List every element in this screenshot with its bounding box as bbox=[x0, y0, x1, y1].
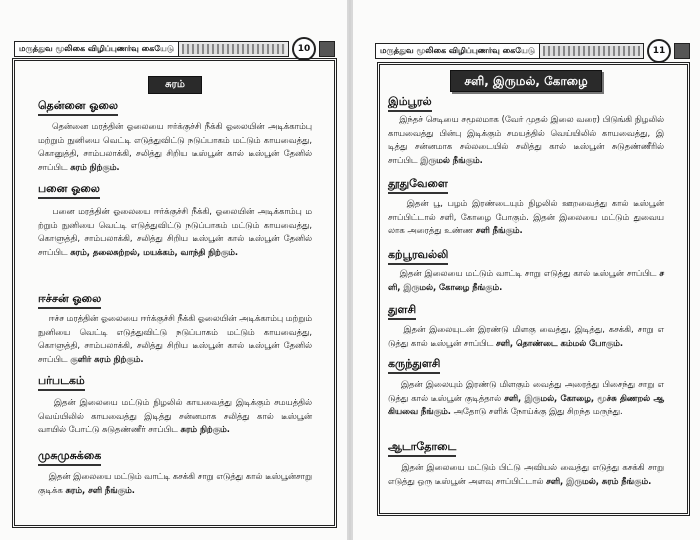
section-heading: கற்பூரவல்லி bbox=[388, 248, 448, 265]
book-title: மருத்துவ மூலிகை விழிப்புணர்வு கையேடு bbox=[15, 42, 179, 56]
book-title: மருத்துவ மூலிகை விழிப்புணர்வு கையேடு bbox=[376, 44, 540, 58]
section-body: ஈச்ச மரத்தின் ஓலையை ஈர்க்குச்சி நீக்கி ஓலையின் அடிக்காம்பு மற்றும் நுனியை வெட்டி எடுத்துவிட்டு நடுப்பாகம் மட்டும் காயவைத்து, கொளுத்தி, சாம்பலாக்கி, சலித்து சிறிய டீஸ்பூன் கால் டீஸ்பூன் தேனில் சாப்பிட குளிர் சுரம் நிற்கும். bbox=[38, 313, 315, 364]
chapter-title: சுரம் bbox=[148, 76, 202, 94]
section-heading: ஈச்சன் ஓலை bbox=[38, 292, 101, 309]
section-body: இதன் இலையை மட்டும் வாட்டி சாறு எடுத்து கால் டீஸ்பூன் சாப்பிட சளி, இருமல், கோழை நீங்கும். bbox=[388, 268, 664, 292]
header-end-block bbox=[674, 43, 690, 59]
section-body: இதன் பூ, பழம் இரண்டையும் நிழலில் ஊறவைத்து கால் டீஸ்பூன் சாப்பிட்டால் சளி, கோழை போகும். இதன் இலையை மட்டும் துவையலாக அரைத்து உண்ண சளி நீங்கும். bbox=[388, 198, 667, 235]
section-body: இந்தச் செடியை சமூலமாக (வேர் முதல் இலை வரை) பிடுங்கி நிழலில் காயவைத்து பின்பு இடிக்கும் சமயத்தில் வெய்யிலில் காயவைத்து, இடித்து சன்னமாக சல்லடையில் சலித்து கால் டீஸ்பூன் சுடுதண்ணீரில் சாப்பிட இருமல் நீங்கும். bbox=[388, 114, 667, 165]
section-body: இதன் இலையுடன் இரண்டு மிளகு வைத்து, இடித்து, கசக்கி, சாறு எடுத்து கால் டீஸ்பூன் சாப்பிட சளி, தொண்டை கம்மல் போகும். bbox=[388, 324, 664, 348]
header-stripes bbox=[182, 44, 285, 54]
section-body: இதன் இலையை மட்டும் நிழலில் காயவைத்து இடிக்கும் சமயத்தில் வெய்யிலில் காயவைத்து இடித்து சன்னமாக சலித்து கால் டீஸ்பூன் வாயில் போட்டு சுடுதண்ணீர் சாப்பிட சுரம் நிற்கும். bbox=[38, 397, 315, 434]
section-heading: முசுமுசுக்கை bbox=[38, 449, 101, 466]
section-body: பனை மரத்தின் ஓலையை ஈர்க்குச்சி நீக்கி, ஓலையின் அடிக்காம்பு மற்றும் நுனியை வெட்டி எடுத்துவிட்டு நடுப்பாகம் மட்டும் காயவைத்து, கொளுத்தி, சாம்பலாக்கி, சலித்து சிறிய டீஸ்பூன் கால் டீஸ்பூன் தேனில் சாப்பிட சுரம், தலைசுற்றல், மயக்கம், வாந்தி நிற்கும். bbox=[38, 206, 315, 257]
right-page-header bbox=[375, 42, 690, 60]
page-number: 11 bbox=[647, 39, 671, 63]
chapter-title: சளி, இருமல், கோழை bbox=[450, 70, 602, 92]
section-body: தென்னை மரத்தின் ஓலையை ஈர்க்குச்சி நீக்கி ஓலையின் அடிக்காம்பு மற்றும் நுனியை வெட்டி எடுத்துவிட்டு நடுப்பாகம் மட்டும் காயவைத்து, கொனுத்தி, சாம்பலாக்கி, சலித்து சிறிய டீஸ்பூன் கால் டீஸ்பூன் தேனில் சாப்பிட சுரம் நிற்கும். bbox=[38, 121, 315, 172]
section-heading: இம்பூரல் bbox=[388, 95, 432, 112]
section-heading: பனை ஓலை bbox=[38, 182, 100, 199]
header-stripes bbox=[543, 46, 640, 56]
section-heading: பர்படகம் bbox=[38, 374, 85, 391]
section-heading: தென்னை ஓலை bbox=[38, 99, 118, 116]
section-heading: கருந்துளசி bbox=[388, 357, 440, 374]
section-heading: தூதுவேளை bbox=[388, 177, 448, 194]
header-end-block bbox=[319, 41, 335, 57]
header-bar bbox=[375, 43, 644, 59]
section-body: இதன் இலையை மட்டும் வாட்டி கசக்கி சாறு எடுத்து கால் டீஸ்பூன்சாறு குடிக்க சுரம், சளி நீங்கும். bbox=[38, 471, 315, 495]
left-page-header bbox=[14, 40, 335, 58]
header-bar bbox=[14, 41, 289, 57]
section-body: இதன் இலையும் இரண்டு மிளகும் வைத்து அரைத்து பிசைந்து சாறு எடுத்து கால் டீஸ்பூன் குடித்தால் சளி, இருமல், கோழை, மூச்சு திணறல் ஆகியவை நீங்கும். அதோடு சளிக் நோய்க்கு இது சிறந்த மருந்து. bbox=[388, 379, 664, 416]
section-heading: துளசி bbox=[388, 303, 416, 320]
section-heading: ஆடாதோடை bbox=[388, 440, 456, 457]
section-body: இதன் இலையை மட்டும் பிட்டு அவியல் வைத்து எடுத்து கசக்கி சாறு எடுத்து ஒரு டீஸ்பூன் அளவு சாப்பிட்டால் சளி, இருமல், சுரம் நீங்கும். bbox=[388, 462, 667, 486]
page-number: 10 bbox=[292, 37, 316, 61]
